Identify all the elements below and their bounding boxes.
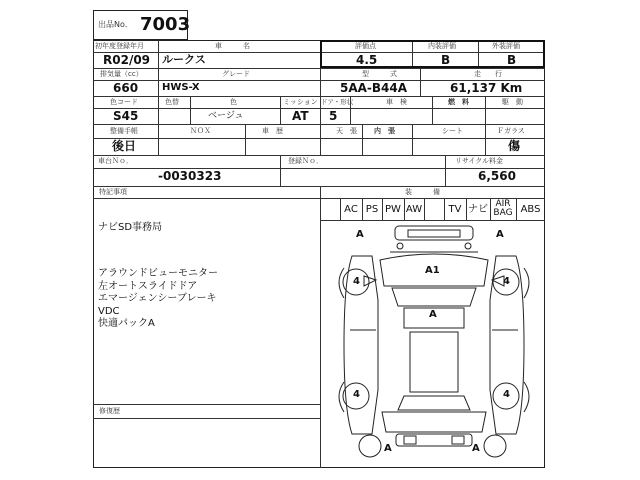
inspection-label: 車 検 — [386, 98, 407, 106]
manual-label: 整備手帳 — [110, 127, 138, 135]
doors-label: ドア・形状 — [321, 98, 354, 106]
equip-aw: AW — [405, 204, 423, 215]
color-code-label: 色コード — [110, 98, 138, 106]
year-label: 初年度登録年月 — [95, 42, 144, 50]
transmission-label: ミッション — [283, 98, 318, 106]
grade-value: HWS-X — [162, 82, 200, 93]
displacement-label: 排気量（cc） — [100, 70, 143, 78]
grade-label: グレード — [222, 70, 250, 78]
registration-label: 登録Ｎｏ． — [288, 157, 323, 165]
mark-wheel-fr: 4 — [503, 276, 510, 287]
feature-item: アラウンドビューモニター — [98, 268, 218, 279]
notes-label: 特記事項 — [99, 188, 127, 196]
mark-rear-left: A — [384, 443, 392, 454]
chassis-label: 車台Ｎｏ． — [98, 157, 133, 165]
mark-front-right: A — [496, 229, 504, 240]
displacement-value: 660 — [113, 81, 139, 95]
seat-label: シート — [442, 127, 463, 135]
manual-value: 後日 — [112, 139, 137, 153]
mark-center: A — [429, 309, 437, 320]
year-value: R02/09 — [103, 53, 151, 67]
equipment-label: 装 備 — [405, 188, 440, 196]
mark-rear-right: A — [472, 443, 480, 454]
equip-ps: PS — [365, 204, 379, 215]
drive-label: 駆 動 — [502, 98, 523, 106]
equip-pw: PW — [385, 204, 401, 215]
transmission-value: AT — [292, 109, 309, 123]
lot-box — [93, 10, 191, 40]
color-label: 色 — [230, 98, 237, 106]
exterior-label: 外装評価 — [492, 42, 520, 50]
mark-wheel-rr: 4 — [503, 389, 510, 400]
doors-value: 5 — [329, 109, 338, 123]
equip-abs: ABS — [520, 204, 541, 215]
exterior-value: B — [507, 53, 517, 67]
mark-wheel-rl: 4 — [353, 389, 360, 400]
color-value: ベージュ — [208, 111, 244, 121]
interior-trim-label: 内 張 — [374, 127, 395, 135]
feature-item: 快適パックA — [98, 318, 155, 329]
mileage-label: 走 行 — [474, 70, 502, 78]
history-label: 車 歴 — [262, 127, 283, 135]
car-name-label: 車 名 — [215, 42, 250, 50]
interior-value: B — [441, 53, 451, 67]
equip-tv: TV — [448, 204, 462, 215]
recycle-label: リサイクル料金 — [455, 157, 504, 165]
lot-number: 7003 — [140, 14, 191, 35]
nox-label: ＮＯＸ — [190, 127, 211, 135]
equip-navi: ナビ — [468, 204, 488, 215]
fuel-label: 燃 料 — [448, 98, 469, 106]
chassis-value: -0030323 — [158, 169, 222, 183]
notes-feature-list — [98, 268, 218, 331]
f-glass-value: 傷 — [508, 139, 521, 153]
mark-wheel-fl: 4 — [353, 276, 360, 287]
equip-ac: AC — [344, 204, 358, 215]
notes-line1: ナビSD事務局 — [98, 222, 163, 233]
score-label: 評価点 — [355, 42, 376, 50]
f-glass-label: Ｆガラス — [497, 127, 525, 135]
equip-airbag: AIR BAG — [493, 199, 513, 218]
lot-label: 出品No． — [98, 20, 133, 29]
mileage-value: 61,137 Km — [450, 81, 523, 95]
model-label: 型 式 — [362, 70, 397, 78]
recycle-value: 6,560 — [478, 169, 516, 183]
mark-roof: A1 — [425, 265, 440, 276]
feature-item: VDC — [98, 305, 120, 317]
interior-label: 内装評価 — [428, 42, 456, 50]
car-diagram — [320, 220, 545, 468]
feature-item: 左オートスライドドア — [98, 280, 198, 292]
model-value: 5AA-B44A — [340, 81, 408, 95]
repair-label: 修復歴 — [99, 407, 120, 415]
color-code-value: S45 — [113, 109, 139, 123]
sunroof-label: 天 張 — [336, 127, 357, 135]
feature-item: エマージェンシーブレーキ — [98, 293, 217, 304]
mark-front-left: A — [356, 229, 364, 240]
color-change-label: 色替 — [165, 98, 179, 106]
car-name-value: ルークス — [162, 53, 206, 66]
score-value: 4.5 — [356, 53, 378, 67]
